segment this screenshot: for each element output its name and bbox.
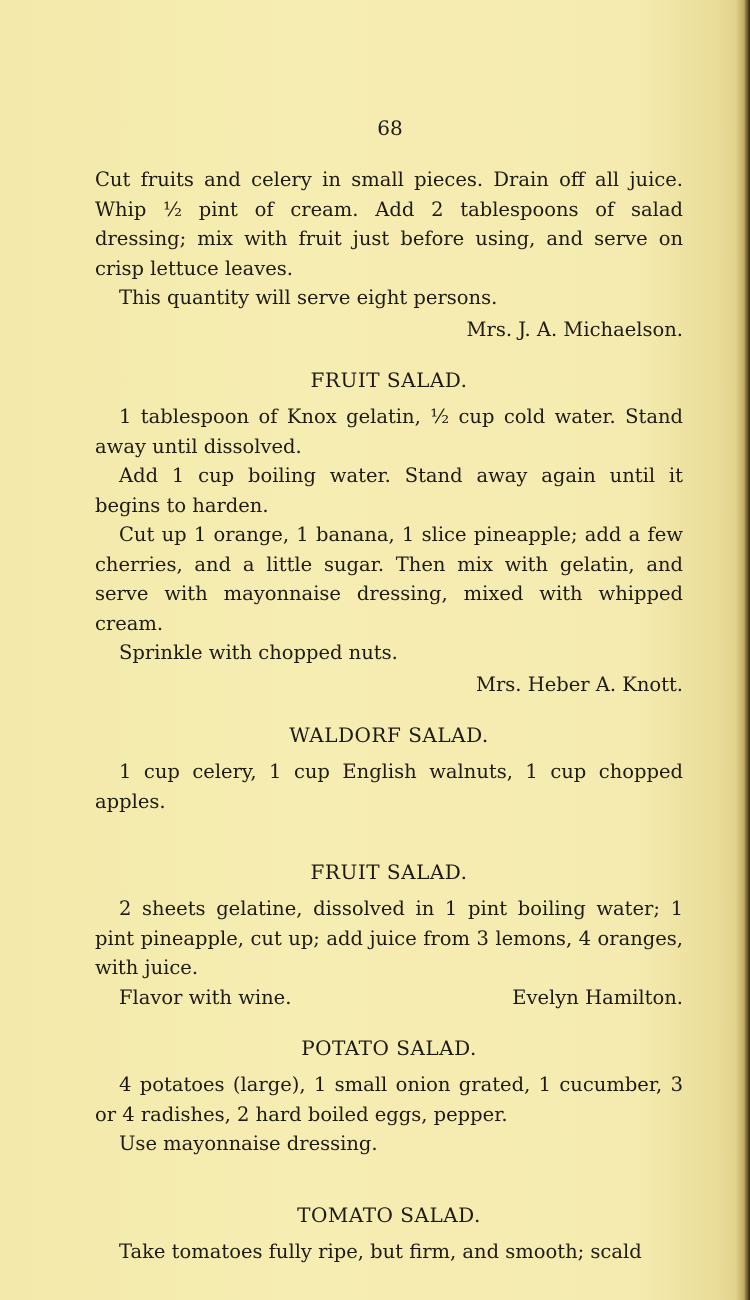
recipe-paragraph: 4 potatoes (large), 1 small onion grated, 1 cucumber, 3 or 4 radishes, 2 hard boiled eggs, pepper.: [95, 1073, 683, 1126]
recipe-waldorf-salad: [95, 721, 683, 816]
page-number: 68: [377, 116, 403, 140]
recipe-paragraph: Use mayonnaise dressing.: [119, 1132, 378, 1155]
recipe-paragraph: Take tomatoes fully ripe, but firm, and smooth; scald: [119, 1239, 642, 1263]
recipe-credit: Mrs. J. A. Michaelson.: [466, 317, 683, 341]
recipe-fruit-salad-2: [95, 858, 683, 1012]
recipe-continued: [95, 165, 683, 344]
recipe-paragraph: Cut fruits and celery in small pieces. Drain off all juice. Whip ½ pint of cream. Add 2 tablespoons of salad dressing; mix with fruit just before using, and serve on crisp lettuce leaves.: [95, 168, 683, 280]
recipe-paragraph: Flavor with wine.: [119, 985, 292, 1009]
recipe-paragraph: This quantity will serve eight persons.: [119, 286, 498, 309]
recipe-paragraph: Cut up 1 orange, 1 banana, 1 slice pineapple; add a few cherries, and a little sugar. Then mix with gelatin, and serve with mayonnaise dressing, mixed with whipped cream.: [95, 523, 683, 635]
recipe-final-line: [95, 983, 683, 1013]
recipe-paragraph: Sprinkle with chopped nuts.: [119, 641, 398, 664]
recipe-paragraph: Add 1 cup boiling water. Stand away again until it begins to harden.: [95, 464, 683, 517]
page-content: [95, 165, 683, 1266]
recipe-paragraph: 2 sheets gelatine, dissolved in 1 pint boiling water; 1 pint pineapple, cut up; add juice from 3 lemons, 4 oranges, with juice.: [95, 897, 683, 979]
recipe-paragraph: 1 tablespoon of Knox gelatin, ½ cup cold water. Stand away until dissolved.: [95, 405, 683, 458]
recipe-tomato-salad: [95, 1201, 683, 1267]
recipe-title: POTATO SALAD.: [301, 1036, 477, 1060]
recipe-paragraph: 1 cup celery, 1 cup English walnuts, 1 cup chopped apples.: [95, 760, 683, 813]
recipe-title: FRUIT SALAD.: [310, 368, 468, 392]
recipe-credit: Mrs. Heber A. Knott.: [476, 672, 683, 696]
recipe-fruit-salad-1: [95, 366, 683, 699]
recipe-potato-salad: [95, 1034, 683, 1159]
recipe-title: WALDORF SALAD.: [289, 723, 489, 747]
recipe-credit: Evelyn Hamilton.: [512, 985, 683, 1009]
recipe-title: TOMATO SALAD.: [297, 1202, 481, 1227]
recipe-title: FRUIT SALAD.: [310, 860, 468, 884]
page-edge-shadow: [736, 0, 750, 1300]
